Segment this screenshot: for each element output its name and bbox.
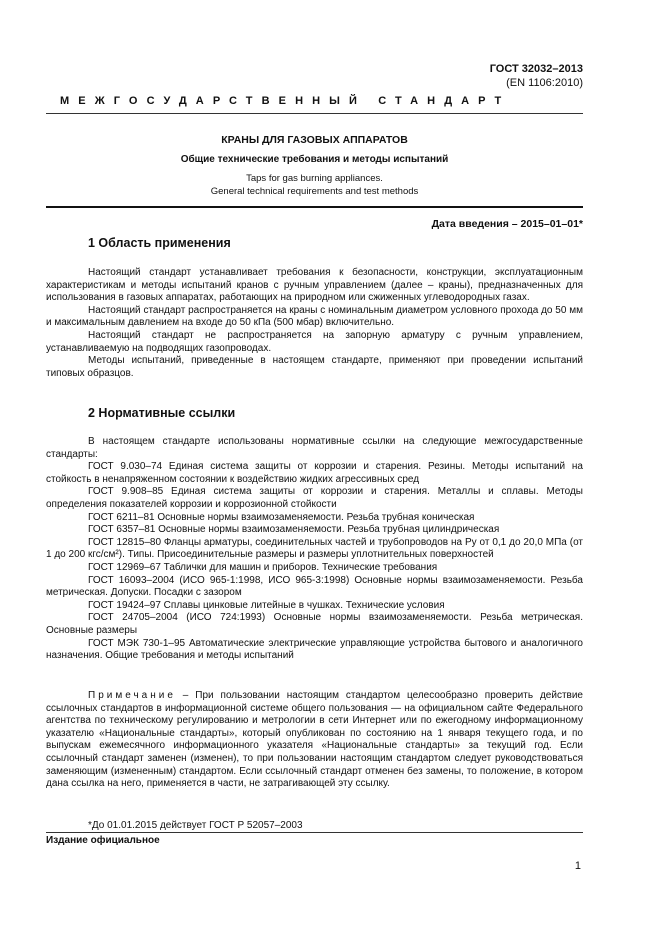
footnote: *До 01.01.2015 действует ГОСТ Р 52057–2003: [88, 820, 303, 831]
paragraph: Настоящий стандарт распространяется на краны с номинальным диаметром условного прохода до 50 мм и максимальным давлением на входе до 50 кПа (500 мбар) включительно.: [46, 304, 583, 329]
paragraph: В настоящем стандарте использованы нормативные ссылки на следующие межгосударственные стандарты:: [46, 436, 583, 460]
en-reference: (EN 1106:2010): [506, 77, 583, 89]
introduction-date: Дата введения – 2015–01–01*: [431, 218, 583, 230]
official-edition-label: Издание официальное: [46, 835, 160, 846]
reference-item: ГОСТ 16093–2004 (ИСО 965-1:1998, ИСО 965-3:1998) Основные нормы взаимозаменяемости. Резьба метрическая. Допуски. Посадки с зазором: [46, 574, 583, 599]
reference-item: ГОСТ 9.908–85 Единая система защиты от коррозии и старения. Металлы и сплавы. Методы определения показателей коррозии и коррозионной стойкости: [46, 486, 583, 510]
note-block: [46, 690, 583, 791]
paragraph: Методы испытаний, приведенные в настоящем стандарте, применяют при проведении испытаний типовых образцов.: [46, 355, 583, 379]
title-divider: [46, 206, 583, 208]
reference-item: ГОСТ 24705–2004 (ИСО 724:1993) Основные нормы взаимозаменяемости. Резьба метрическая. Основные размеры: [46, 612, 583, 636]
document-subtitle: Общие технические требования и методы испытаний: [180, 154, 449, 165]
english-title-line-2: General technical requirements and test methods: [210, 186, 419, 197]
note-lead: Примечание: [88, 690, 176, 701]
reference-item: ГОСТ 12815–80 Фланцы арматуры, соединительных частей и трубопроводов на Pу от 0,1 до 20,0 МПа (от 1 до 200 кгс/см²). Типы. Присоединительные размеры и размеры уплотнительных поверхностей: [46, 536, 583, 561]
reference-item: ГОСТ 12969–67 Таблички для машин и приборов. Технические требования: [88, 561, 438, 573]
footnote-divider: [46, 832, 583, 833]
section-1-body: [46, 267, 583, 380]
section-2-body: [46, 436, 583, 663]
reference-item: ГОСТ 6357–81 Основные нормы взаимозаменяемости. Резьба трубная цилиндрическая: [88, 524, 500, 536]
note-text: – При пользовании настоящим стандартом целесообразно проверить действие ссылочных стандартов в информационной системе общего пользования — на официальном сайте Федерального агентства по техническому регулированию и метрологии в сети Интернет или по ежегодному информационному указателю «Национальные стандарты», который опубликован по состоянию на 1 января текущего года, и по выпускам ежемесячного информационного указателя «Национальные стандарты» за текущий год. Если ссылочный стандарт заменен (изменен), то при пользовании настоящим стандартом следует руководствоваться заменяющим (измененным) стандартом. Если ссылочный стандарт отменен без замены, то положение, в котором дана ссылка на него, применяется в части, не затрагивающей эту ссылку.: [46, 690, 583, 790]
reference-item: ГОСТ 6211–81 Основные нормы взаимозаменяемости. Резьба трубная коническая: [88, 511, 475, 523]
section-1-heading: 1 Область применения: [88, 236, 231, 250]
reference-item: ГОСТ 9.030–74 Единая система защиты от коррозии и старения. Резины. Методы испытаний на стойкость в ненапряженном состоянии к воздействию жидких агрессивных сред: [46, 461, 583, 485]
english-title-line-1: Taps for gas burning appliances.: [246, 173, 383, 184]
reference-item: ГОСТ МЭК 730-1–95 Автоматические электрические управляющие устройства бытового и аналогичного назначения. Общие требования и методы испытаний: [46, 637, 583, 662]
paragraph: Настоящий стандарт не распространяется на запорную арматуру с ручным управлением, устанавливаемую на подводящих газопроводах.: [46, 329, 583, 354]
english-title: [46, 172, 583, 198]
header-divider: [46, 113, 583, 114]
doc-number: ГОСТ 32032–2013: [489, 63, 583, 75]
document-title: КРАНЫ ДЛЯ ГАЗОВЫХ АППАРАТОВ: [221, 134, 408, 146]
section-2-heading: 2 Нормативные ссылки: [88, 406, 236, 420]
paragraph: Настоящий стандарт устанавливает требования к безопасности, конструкции, эксплуатационным характеристикам и методы испытаний кранов с ручным управлением (далее – краны), предназначенных для использования в газовых аппаратах, работающих на природном или сжиженных углеводородных газах.: [46, 267, 583, 304]
reference-item: ГОСТ 19424–97 Сплавы цинковые литейные в чушках. Технические условия: [88, 599, 445, 611]
document-identifier: [490, 62, 583, 90]
page-number: 1: [574, 860, 581, 872]
standard-banner: МЕЖГОСУДАРСТВЕННЫЙ СТАНДАРТ: [60, 95, 511, 107]
